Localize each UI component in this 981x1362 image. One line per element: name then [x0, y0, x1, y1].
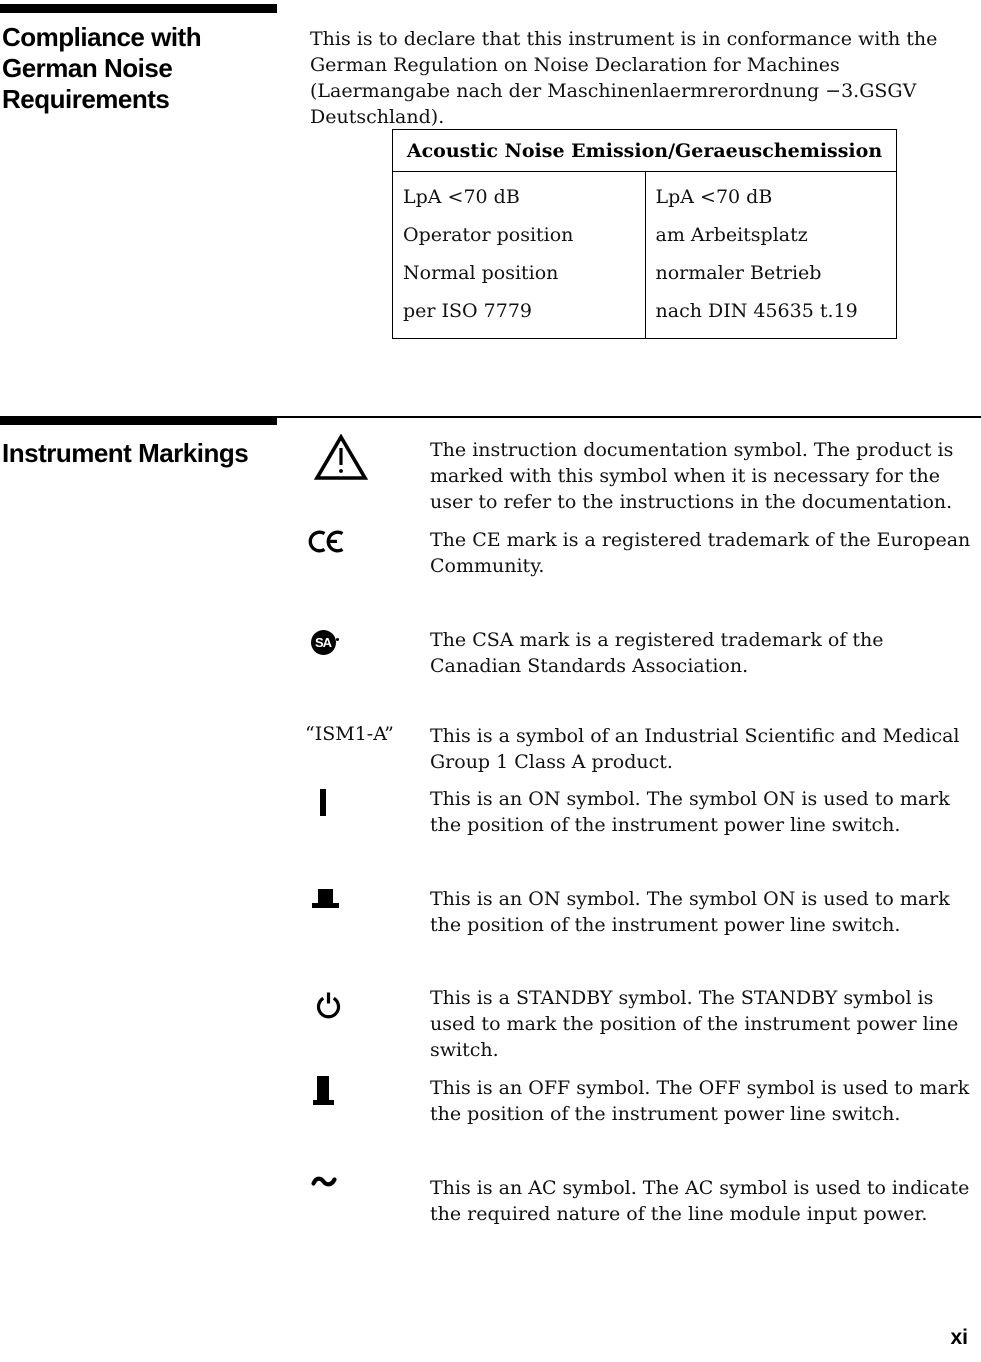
compliance-heading: Compliance with German Noise Requirements	[2, 22, 202, 114]
table-cell: per ISO 7779	[403, 300, 533, 322]
acoustic-noise-table-col-english	[393, 172, 645, 338]
marking-description: This is an AC symbol. The AC symbol is used to indicate the required nature of the line module input power.	[430, 1177, 970, 1225]
marking-description: The instruction documentation symbol. The product is marked with this symbol when it is necessary for the user to refer to the instructions in the documentation.	[430, 439, 954, 513]
ism1-a-label: “ISM1-A”	[305, 723, 394, 745]
csa-letters: SA	[314, 635, 332, 650]
off-icon	[313, 1076, 334, 1105]
acoustic-noise-table-body	[393, 172, 896, 338]
page-number: xi	[950, 1326, 968, 1349]
ac-icon	[311, 1174, 337, 1194]
marking-description: The CE mark is a registered trademark of the European Community.	[430, 529, 971, 577]
section-divider-rule	[277, 416, 981, 418]
table-cell: Normal position	[403, 262, 559, 284]
acoustic-noise-table	[392, 129, 897, 339]
acoustic-noise-table-col-german	[645, 172, 897, 338]
table-cell: LpA <70 dB	[403, 186, 520, 208]
table-cell: LpA <70 dB	[655, 186, 773, 208]
standby-icon	[315, 991, 342, 1023]
ce-mark-icon	[308, 530, 344, 557]
compliance-paragraph: This is to declare that this instrument is in conformance with the German Regulation on Noise Declaration for Machines (Laermangabe nach der Maschinenlaermrerordnung −3.GSGV Deutschland).	[310, 28, 938, 128]
marking-description: The CSA mark is a registered trademark of the Canadian Standards Association.	[430, 629, 884, 677]
table-cell: normaler Betrieb	[655, 262, 822, 284]
instruction-documentation-icon	[314, 434, 368, 485]
on-pushbutton-icon	[312, 889, 339, 908]
on-line-icon	[320, 789, 326, 816]
marking-description: This is an ON symbol. The symbol ON is used to mark the position of the instrument power line switch.	[430, 888, 950, 936]
table-cell: Operator position	[403, 224, 574, 246]
acoustic-noise-table-header: Acoustic Noise Emission/Geraeuschemission	[393, 130, 896, 172]
table-cell: nach DIN 45635 t.19	[655, 300, 858, 322]
csa-registered-dot	[336, 638, 339, 641]
marking-description: This is an OFF symbol. The OFF symbol is used to mark the position of the instrument power line switch.	[430, 1077, 970, 1125]
markings-heading: Instrument Markings	[2, 438, 249, 468]
section-divider-bar	[0, 416, 277, 425]
section-divider-bar	[0, 4, 277, 13]
marking-description: This is a STANDBY symbol. The STANDBY symbol is used to mark the position of the instrument power line switch.	[430, 987, 959, 1061]
marking-description: This is an ON symbol. The symbol ON is used to mark the position of the instrument power line switch.	[430, 788, 950, 836]
table-cell: am Arbeitsplatz	[655, 224, 808, 246]
marking-description: This is a symbol of an Industrial Scientific and Medical Group 1 Class A product.	[430, 725, 960, 773]
csa-mark-icon	[311, 629, 340, 656]
